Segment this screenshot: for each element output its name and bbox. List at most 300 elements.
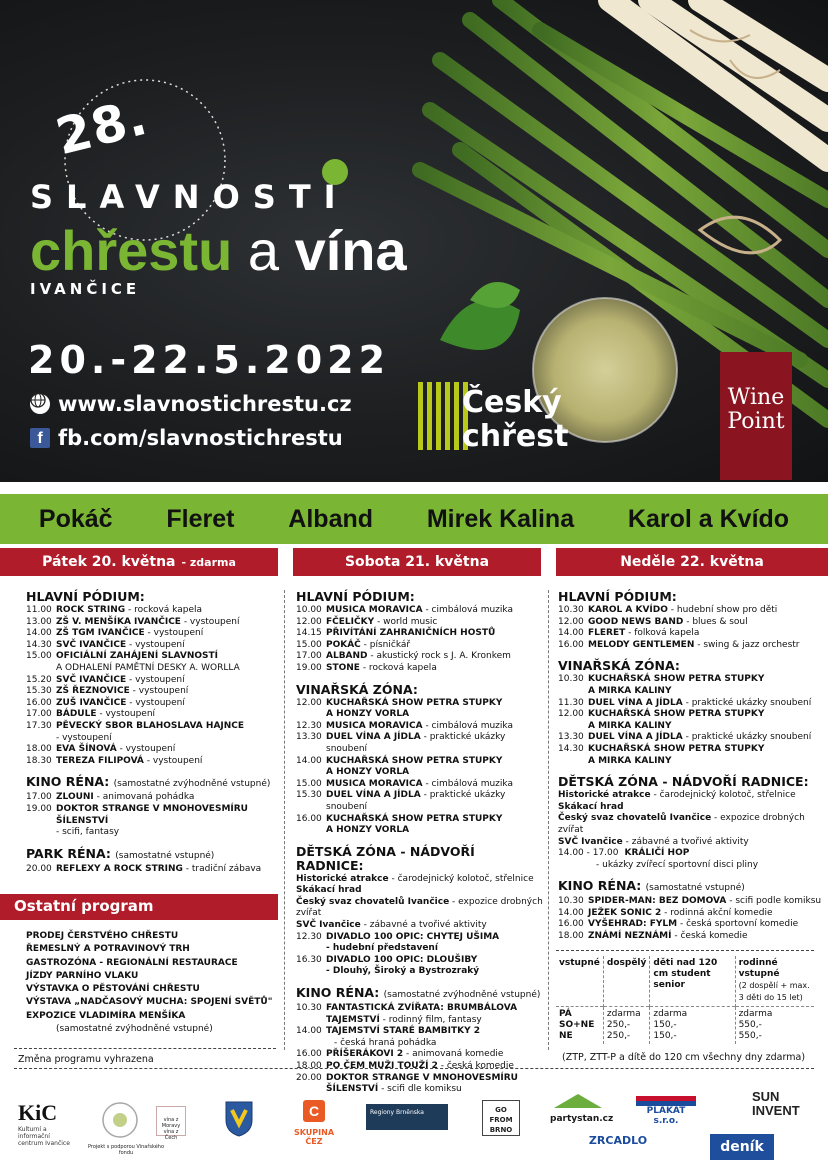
program-time: 15.00 [296,778,322,789]
program-desc [326,955,477,967]
kids-line-title: Skákací hrad [558,801,624,812]
other-item: JÍZDY PARNÍHO VLAKU [26,970,139,981]
zrcadlo-logo: ZRCADLO [588,1134,648,1147]
program-time: 17.00 [26,792,52,803]
program-desc [56,756,202,768]
kids-line [558,790,824,802]
program-time: 12.30 [296,720,322,731]
program-desc [56,628,203,640]
day-header-sunday [556,548,828,576]
program-note: - swing & jazz orchestr [697,639,800,650]
regiony-logo: Regiony Brněnska [366,1104,448,1130]
kids-line-title: Historické atrakce [558,790,651,801]
program-time: 13.00 [26,616,52,627]
program-time: 14.00 [558,907,584,918]
program-note: - cimbálová muzika [425,720,513,731]
program-time: 10.30 [558,896,584,907]
section-title-text: HLAVNÍ PÓDIUM: [558,589,677,604]
program-note: - vystoupení [128,639,185,650]
program-title: MUSICA MORAVICA [326,778,423,789]
other-item: VÝSTAVA „NADČASOVÝ MUCHA: SPOJENÍ SVĚTŮ" [26,997,273,1008]
program-desc [326,628,495,640]
program-desc [588,908,772,920]
program-title: ZNÁMÍ NEZNÁMÍ [588,931,672,942]
program-row [296,1003,546,1015]
section-title-text: HLAVNÍ PÓDIUM: [296,589,415,604]
program-title: A HONZY VORLA [326,709,410,720]
program-title: A HONZY VORLA [326,767,410,778]
program-time: 17.00 [296,651,322,662]
program-row [558,628,824,640]
program-row [26,675,278,687]
program-note: - animovaná pohádka [96,792,195,803]
program-time: 14.00 [296,1026,322,1037]
program-time: 12.30 [296,931,322,942]
price-cell: 250,- [606,1031,631,1041]
vinarsky-fond-logo [87,1100,165,1156]
program-title: KUCHAŘSKÁ SHOW PETRA STUPKY [326,697,503,708]
program-title: KAROL A KVÍDO [588,605,668,615]
program-time: 14.00 [296,755,322,766]
program-note: - vystoupení [183,616,240,627]
program-note: - vystoupení [132,686,189,697]
program-line: A ODHALENÍ PAMĚTNÍ DESKY A. WORLLA [56,662,240,673]
program-row [296,955,546,967]
band-name: Mirek Kalina [426,504,575,533]
kic-logo [18,1100,74,1147]
program-desc [56,864,261,876]
program-desc [588,732,811,744]
section-title-text: HLAVNÍ PÓDIUM: [26,589,145,604]
kids-line-title: Český svaz chovatelů Ivančice [296,896,450,907]
price-cell: 550,- [738,1031,762,1041]
program-desc [56,617,239,629]
section-title-text: KINO RÉNA: [26,774,110,790]
program-time: 10.00 [296,605,322,615]
column-divider [548,590,549,1050]
price-day: NE [559,1031,573,1041]
program-time: 20.00 [296,1072,322,1083]
vina-z-moravy-logo: vína z Moravy vína z Čech [156,1106,186,1136]
program-time: 14.30 [26,639,52,650]
price-cell: 550,- [738,1020,762,1030]
program-title: A MIRKA KALINY [588,685,672,696]
program-desc [56,698,185,710]
program-note: - rocková kapela [128,605,202,615]
program-row [26,640,278,652]
headliner-bar [0,494,828,544]
section-title-text: KINO RÉNA: [296,985,380,1001]
program-row [26,605,278,617]
price-header [650,956,735,1007]
kids-line-title: Český svaz chovatelů Ivančice [558,813,712,824]
program-desc [588,686,671,698]
denik-logo: deník [710,1134,774,1160]
program-time: 19.00 [26,803,52,814]
program-row [296,1038,546,1050]
program-row [296,1015,546,1027]
ivancice-coat-of-arms [224,1098,254,1138]
facebook-icon: f [30,428,50,448]
title-a: a [247,219,280,282]
hero-banner [0,0,828,482]
program-time [296,1084,326,1096]
program-title: SVČ IVANČICE [56,674,127,685]
divider [556,950,814,951]
program-row [558,640,824,652]
day-title: Pátek 20. května [42,554,176,570]
program-title: KUCHAŘSKÁ SHOW PETRA STUPKY [326,755,503,766]
section-title-text: VINAŘSKÁ ZÓNA: [296,681,418,697]
plakat-logo [636,1096,696,1126]
program-desc [56,744,175,756]
program-time: 15.20 [26,674,52,685]
kids-line [296,885,546,897]
program-time [296,709,326,721]
program-desc [588,709,764,721]
program-row [558,744,824,756]
divider [14,1048,276,1049]
price-day: SO+NE [559,1020,595,1030]
band-name: Karol a Kvído [627,504,790,533]
program-row [296,825,546,837]
program-desc [588,931,748,943]
program-note: - scifi dle komiksu [381,1084,462,1095]
kic-mark: KiC [18,1100,58,1125]
cesky-line1: Český [462,385,562,420]
program-desc [588,860,758,872]
price-cell: 150,- [653,1031,677,1041]
program-desc [326,1015,482,1027]
program-time: 11.30 [558,697,584,708]
website-link[interactable]: www.slavnostichrestu.cz [58,392,352,416]
section-note: (samostatné vstupné) [115,850,215,861]
program-note: - česká komedie [440,1061,514,1071]
program-title: ROCK STRING [56,605,126,615]
program-row [296,698,546,710]
program-title: OFICIÁLNÍ ZAHÁJENÍ SLAVNOSTÍ [56,651,219,662]
program-note: - ukázky zvířecí sportovní disci pliny [596,859,759,870]
program-title: KUCHAŘSKÁ SHOW PETRA STUPKY [588,674,765,685]
program-title: FANTASTICKÁ ZVÍŘATA: BRUMBÁLOVA [326,1003,518,1014]
day-header-saturday [293,548,541,576]
program-time: 17.00 [26,709,52,720]
program-desc [56,709,155,721]
price-note: (ZTP, ZTT-P a dítě do 120 cm všechny dny zdarma) [562,1052,806,1063]
program-note: - cimbálová muzika [425,778,513,789]
program-time: 17.30 [26,720,52,731]
cesky-line2: chřest [462,419,569,454]
program-desc [326,756,502,768]
program-row [296,709,546,721]
wine-line2: Point [727,409,785,434]
program-time: 10.30 [558,674,584,685]
program-title: SPIDER-MAN: BEZ DOMOVA [588,896,727,907]
program-time: 16.00 [296,1049,322,1060]
program-note: - akustický rock s J. A. Kronkem [370,651,511,662]
program-desc [326,1038,436,1050]
kids-line [558,837,824,849]
program-title: PŘÍŠERÁKOVI 2 [326,1049,404,1060]
program-row [296,767,546,779]
kids-line [296,874,546,886]
program-title: ZŠ ŘEZNOVICE [56,686,130,697]
price-cell: 250,- [606,1020,631,1030]
wine-point-logo [720,352,792,480]
program-note: - praktické ukázky snoubení [685,732,812,743]
program-time: 14.00 [26,628,52,639]
program-row [296,1026,546,1038]
program-row [296,1049,546,1061]
other-item: GASTROZÓNA - REGIONÁLNÍ RESTAURACE [26,957,238,968]
program-note: - rocková kapela [362,662,437,673]
program-line: - scifi, fantasy [56,827,120,838]
band-name: Fleret [166,504,235,533]
program-desc [56,804,278,827]
program-title: ZŠ TGM IVANČICE [56,628,145,639]
plakat-label: PLAKÁT s.r.o. [646,1106,686,1126]
price-header [735,956,814,1007]
program-row [26,686,278,698]
price-header-text: rodinné vstupné [738,958,780,979]
program-time [296,767,326,779]
program-desc [326,663,437,675]
program-desc [56,605,202,617]
kids-line-title: Historické atrakce [296,873,389,884]
program-title: FČELIČKY [326,616,375,627]
program-desc [326,1061,514,1073]
program-title: PO ČEM MUŽI TOUŽÍ 2 [326,1061,438,1071]
kids-line-note: - zábavné a tvořivé aktivity [625,836,749,847]
program-note: - tradiční zábava [185,863,262,874]
kids-line-note: - čarodejnický kolotoč, střelnice [391,873,534,884]
program-desc [588,617,748,629]
title-main [30,218,407,283]
program-row [558,674,824,686]
program-desc [326,1073,518,1085]
program-title: KRÁLIČÍ HOP [624,848,690,859]
program-desc [56,675,185,687]
program-time: 13.30 [296,732,322,743]
website-row[interactable] [30,392,352,416]
day-title: Sobota 21. května [344,554,490,570]
program-title: SVČ IVANČICE [56,639,127,650]
program-desc [326,1026,480,1038]
program-title: GOOD NEWS BAND [588,616,684,627]
kids-line [558,802,824,814]
facebook-link[interactable]: fb.com/slavnostichrestu [58,426,343,450]
kic-sub: Kulturní a informační centrum Ivančice [18,1126,70,1147]
program-title: ALBAND [326,651,368,662]
section-note: (samostatné zvýhodněné vstupné) [383,990,541,1001]
program-desc [588,721,671,733]
program-row [558,686,824,698]
program-title: ZLOUNI [56,792,94,803]
program-row [558,931,824,943]
program-time: 10.30 [296,1003,322,1014]
festival-dates: 20.-22.5.2022 [28,338,391,382]
program-row [558,605,824,617]
program-note: - rodinný film, fantasy [382,1014,482,1025]
program-title: REFLEXY A ROCK STRING [56,863,183,874]
program-change-note: Změna programu vyhrazena [18,1054,154,1065]
kids-line [296,920,546,932]
program-row [26,709,278,721]
facebook-row[interactable] [30,426,343,450]
edition-number: 28. [50,87,154,167]
program-time [558,860,588,872]
program-title: MUSICA MORAVICA [326,605,423,615]
program-desc [326,721,513,733]
program-title: VYŠEHRAD: FYLM [588,919,678,930]
globe-icon [30,394,50,414]
program-note: - praktické ukázky snoubení [326,790,506,812]
program-note: - animovaná komedie [405,1049,504,1060]
program-desc [326,617,437,629]
program-time [296,1038,326,1050]
program-row [296,663,546,675]
program-row [296,605,546,617]
program-desc [326,825,409,837]
program-time [558,756,588,768]
program-title: TAJEMSTVÍ STARÉ BAMBITKY 2 [326,1026,481,1037]
section-title [26,775,278,791]
partystan-label: partystan.cz [550,1114,614,1124]
program-note: - česká komedie [674,931,748,942]
program-row [26,721,278,733]
cesky-chrest-logo [462,386,568,454]
day-title: Neděle 22. května [620,554,764,570]
program-desc [588,674,764,686]
program-row [558,709,824,721]
program-desc [326,1049,503,1061]
program-title: FLERET [588,628,626,639]
program-note: - world music [376,616,438,627]
program-row [26,628,278,640]
program-time: 16.00 [296,813,322,824]
program-note: - vystoupení [99,709,156,720]
program-desc [588,744,764,756]
kids-line-note: - expozice drobných zvířat [558,813,805,835]
program-row [26,617,278,629]
town-name: IVANČICE [30,280,141,298]
band-name: Alband [288,504,374,533]
program-desc [326,767,409,779]
program-row [26,756,278,768]
program-time: 16.00 [26,697,52,708]
program-row [296,790,546,813]
program-title: ŠÍLENSTVÍ [326,1084,379,1095]
program-note: - písničkář [363,639,411,650]
program-desc [588,698,811,710]
program-time: 15.00 [296,639,322,650]
program-note: - praktické ukázky snoubení [326,732,506,754]
section-title-text: DĚTSKÁ ZÓNA - NÁDVOŘÍ RADNICE: [296,843,475,873]
program-row [296,1061,546,1073]
section-title [296,590,546,604]
program-time [558,686,588,698]
program-desc [588,896,821,908]
price-row [556,1007,814,1045]
program-row [296,1084,546,1096]
program-desc [326,943,438,955]
program-time: 16.30 [296,954,322,965]
program-desc [326,605,513,617]
program-time: 18.00 [296,1061,322,1071]
section-title [558,590,824,604]
program-desc [588,628,699,640]
program-row [296,966,546,978]
price-header: vstupné [559,958,600,968]
title-slavnosti: SLAVNOSTI [30,178,349,216]
program-title: STONE [326,662,360,673]
cez-label: SKUPINA ČEZ [293,1128,335,1146]
program-row [296,1073,546,1085]
program-note: - blues & soul [686,616,748,627]
program-note: - vystoupení [146,755,203,766]
program-time: 15.30 [296,790,322,801]
program-row [558,919,824,931]
kids-line-note: - zábavné a tvořivé aktivity [363,920,487,931]
section-title [296,845,546,873]
section-title [296,986,546,1002]
program-note: - vystoupení [128,674,185,685]
day-header-friday [0,548,278,576]
program-time: 18.00 [558,931,584,942]
kids-line-note: - expozice drobných zvířat [296,896,543,919]
program-time: 15.30 [26,686,52,697]
program-desc [326,1003,517,1015]
program-note: - praktické ukázky snoubení [685,697,812,708]
program-desc [588,640,800,652]
program-title: A MIRKA KALINY [588,720,672,731]
program-time: 16.00 [558,639,584,650]
other-program-header: Ostatní program [0,894,278,920]
program-title: DOKTOR STRANGE V MNOHOVESMÍRU ŠÍLENSTVÍ [56,803,248,826]
section-title [26,847,278,863]
title-green: chřestu [30,219,233,282]
program-row [26,651,278,663]
program-time: 14.30 [558,743,584,754]
program-row [558,896,824,908]
section-title [26,590,278,604]
program-title: DUEL VÍNA A JÍDLA [326,790,421,801]
program-desc [326,1084,462,1096]
vinarsky-caption: Projekt s podporou Vinařského fondu [87,1144,165,1156]
program-desc [326,698,502,710]
other-program-list [26,930,278,1036]
price-cell: 150,- [653,1020,677,1030]
program-title: TAJEMSTVÍ [326,1014,380,1025]
price-cell: zdarma [653,1009,688,1019]
program-time: 15.00 [26,651,52,662]
sunday-program [558,590,824,943]
friday-program [26,590,278,875]
program-row [558,732,824,744]
program-title: ZŠ V. MENŠÍKA IVANČICE [56,616,181,627]
program-desc [588,756,671,768]
title-end: vína [294,219,407,282]
other-item: EXPOZICE VLADIMÍRA MENŠÍKA [26,1010,186,1021]
program-time [296,966,326,978]
kids-line-title: Skákací hrad [296,885,362,896]
program-row [558,908,824,920]
program-note: - hudební show pro děti [670,605,778,615]
section-title [558,659,824,673]
kids-line-title: SVČ Ivančice [558,836,623,847]
kids-line-title: SVČ Ivančice [296,920,361,931]
kids-line-note: - čarodejnický kolotoč, střelnice [653,790,796,801]
